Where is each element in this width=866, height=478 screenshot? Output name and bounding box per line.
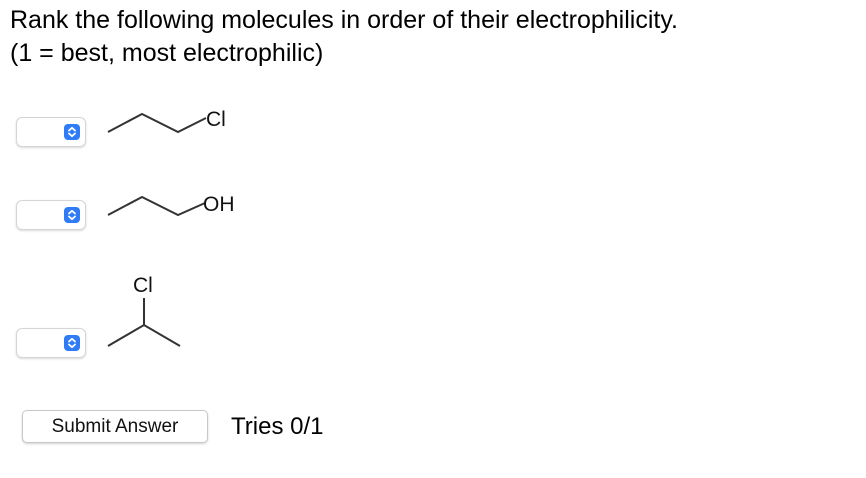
- rank-select-2[interactable]: [16, 200, 86, 230]
- question-prompt: [10, 4, 678, 70]
- molecule-label-oh: OH: [203, 193, 235, 216]
- 2-chloropropane-structure: [100, 268, 210, 368]
- question-text: Rank the following molecules in order of their electrophilicity.: [10, 6, 678, 34]
- 1-chloropropane-structure: [105, 100, 255, 160]
- rank-row-2: [0, 183, 400, 243]
- select-updown-icon: [64, 124, 80, 140]
- molecule-label-cl: Cl: [206, 108, 226, 131]
- rank-row-1: [0, 100, 400, 160]
- rank-select-1[interactable]: [16, 117, 86, 147]
- molecule-label-cl: Cl: [133, 274, 153, 297]
- 1-propanol-structure: [105, 183, 265, 243]
- select-updown-icon: [64, 335, 80, 351]
- rank-row-3: [0, 268, 400, 368]
- select-updown-icon: [64, 207, 80, 223]
- rank-select-3[interactable]: [16, 328, 86, 358]
- tries-counter: Tries 0/1: [231, 413, 324, 440]
- question-instruction: (1 = best, most electrophilic): [10, 39, 324, 67]
- submit-answer-button[interactable]: Submit Answer: [22, 410, 208, 443]
